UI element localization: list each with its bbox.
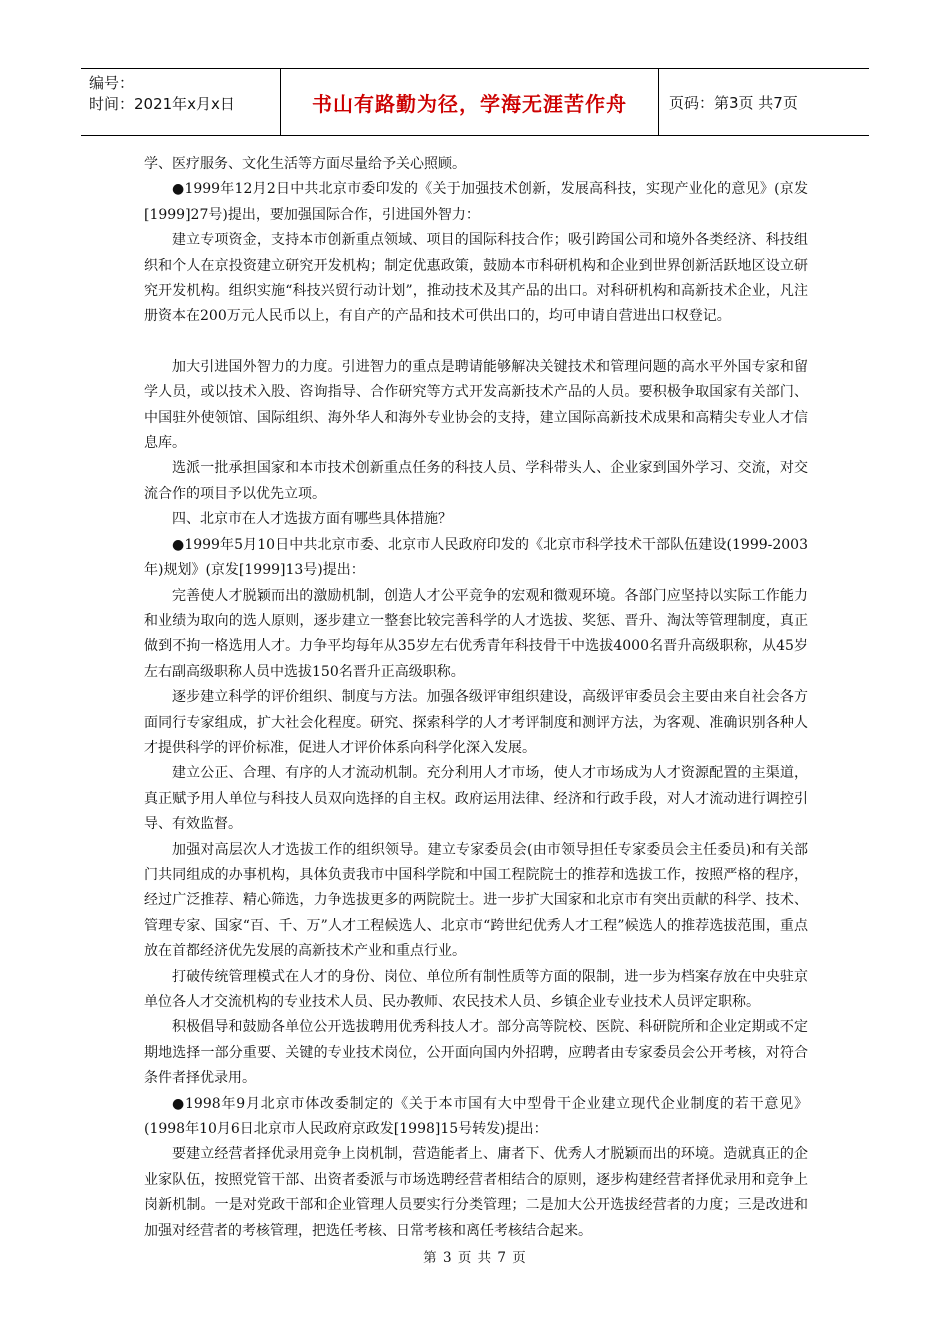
page-header	[81, 68, 869, 136]
body-paragraph: 完善使人才脱颖而出的激励机制，创造人才公平竞争的宏观和微观环境。各部门应坚持以实际工作能力和业绩为取向的选人原则，逐步建立一整套比较完善科学的人才选拔、奖惩、晋升、淘汰等管理制度，真正做到不拘一格选用人才。力争平均每年从35岁左右优秀青年科技骨干中选拔4000名晋升高级职称，从45岁左右副高级职称人员中选拔150名晋升正高级职称。	[144, 587, 808, 680]
body-paragraph: 逐步建立科学的评价组织、制度与方法。加强各级评审组织建设，高级评审委员会主要由来自社会各方面同行专家组成，扩大社会化程度。研究、探索科学的人才考评制度和测评方法，为客观、准确识别各种人才提供科学的评价标准，促进人才评价体系向科学化深入发展。	[144, 689, 808, 756]
body-paragraph: ●1998年9月北京市体改委制定的《关于本市国有大中型骨干企业建立现代企业制度的若干意见》(1998年10月6日北京市人民政府京政发[1998]15号转发)提出：	[144, 1095, 808, 1138]
body-paragraph: 建立公正、合理、有序的人才流动机制。充分利用人才市场，使人才市场成为人才资源配置的主渠道，真正赋予用人单位与科技人员双向选择的自主权。政府运用法律、经济和行政手段，对人才流动进行调控引导、有效监督。	[144, 765, 808, 833]
header-meta	[81, 69, 281, 135]
body-paragraph: 加大引进国外智力的力度。引进智力的重点是聘请能够解决关键技术和管理问题的高水平外国专家和留学人员，或以技术入股、咨询指导、合作研究等方式开发高新技术产品的人员。要积极争取国家有关部门、中国驻外使领馆、国际组织、海外华人和海外专业协会的支持，建立国际高新技术成果和高精尖专业人才信息库。	[144, 358, 808, 452]
body-paragraph: ●1999年12月2日中共北京市委印发的《关于加强技术创新，发展高科技，实现产业化的意见》(京发[1999]27号)提出，要加强国际合作，引进国外智力：	[144, 181, 808, 223]
section-heading: 四、北京市在人才选拔方面有哪些具体措施？	[172, 511, 452, 528]
body-paragraph: 学、医疗服务、文化生活等方面尽量给予关心照顾。	[144, 156, 466, 172]
body-paragraph: 要建立经营者择优录用竞争上岗机制，营造能者上、庸者下、优秀人才脱颖而出的环境。造就真正的企业家队伍，按照党管干部、出资者委派与市场选聘经营者相结合的原则，逐步构建经营者择优录用和竞争上岗新机制。一是对党政干部和企业管理人员要实行分类管理；二是加大公开选拔经营者的力度；三是改进和加强对经营者的考核管理，把选任考核、日常考核和离任考核结合起来。	[144, 1146, 808, 1239]
body-paragraph: 建立专项资金，支持本市创新重点领域、项目的国际科技合作；吸引跨国公司和境外各类经济、科技组织和个人在京投资建立研究开发机构；制定优惠政策，鼓励本市科研机构和企业到世界创新活跃地区设立研究开发机构。组织实施“科技兴贸行动计划”，推动技术及其产品的出口。对科研机构和高新技术企业，凡注册资本在200万元人民币以上，有自产的产品和技术可供出口的，均可申请自营进出口权登记。	[144, 232, 808, 325]
document-number-label: 编号：	[89, 74, 135, 92]
document-date: 时间：2021年x月x日	[89, 95, 235, 113]
body-paragraph: 积极倡导和鼓励各单位公开选拔聘用优秀科技人才。部分高等院校、医院、科研院所和企业定期或不定期地选择一部分重要、关键的专业技术岗位，公开面向国内外招聘，应聘者由专家委员会公开考核，对符合条件者择优录用。	[144, 1019, 808, 1087]
body-paragraph: 加强对高层次人才选拔工作的组织领导。建立专家委员会(由市领导担任专家委员会主任委员)和有关部门共同组成的办事机构，具体负责我市中国科学院和中国工程院院士的推荐和选拔工作，按照严格的程序，经过广泛推荐、精心筛选，力争选拔更多的两院院士。进一步扩大国家和北京市有突出贡献的科学、技术、管理专家、国家“百、千、万”人才工程候选人、北京市“跨世纪优秀人才工程”候选人的推荐选拔范围，重点放在首都经济优先发展的高新技术产业和重点行业。	[144, 841, 808, 960]
body-paragraph: ●1999年5月10日中共北京市委、北京市人民政府印发的《北京市科学技术干部队伍建设(1999-2003年)规划》(京发[1999]13号)提出：	[144, 536, 808, 579]
body-paragraph: 选派一批承担国家和本市技术创新重点任务的科技人员、学科带头人、企业家到国外学习、交流，对交流合作的项目予以优先立项。	[144, 460, 808, 502]
header-motto: 书山有路勤为径，学海无涯苦作舟	[281, 69, 659, 135]
header-page-info: 页码：第3页 共7页	[669, 93, 798, 112]
body-paragraph: 打破传统管理模式在人才的身份、岗位、单位所有制性质等方面的限制，进一步为档案存放在中央驻京单位各人才交流机构的专业技术人员、民办教师、农民技术人员、乡镇企业专业技术人员评定职称。	[144, 968, 808, 1010]
document-body	[144, 152, 808, 1244]
page-footer: 第 3 页 共 7 页	[423, 1250, 527, 1266]
